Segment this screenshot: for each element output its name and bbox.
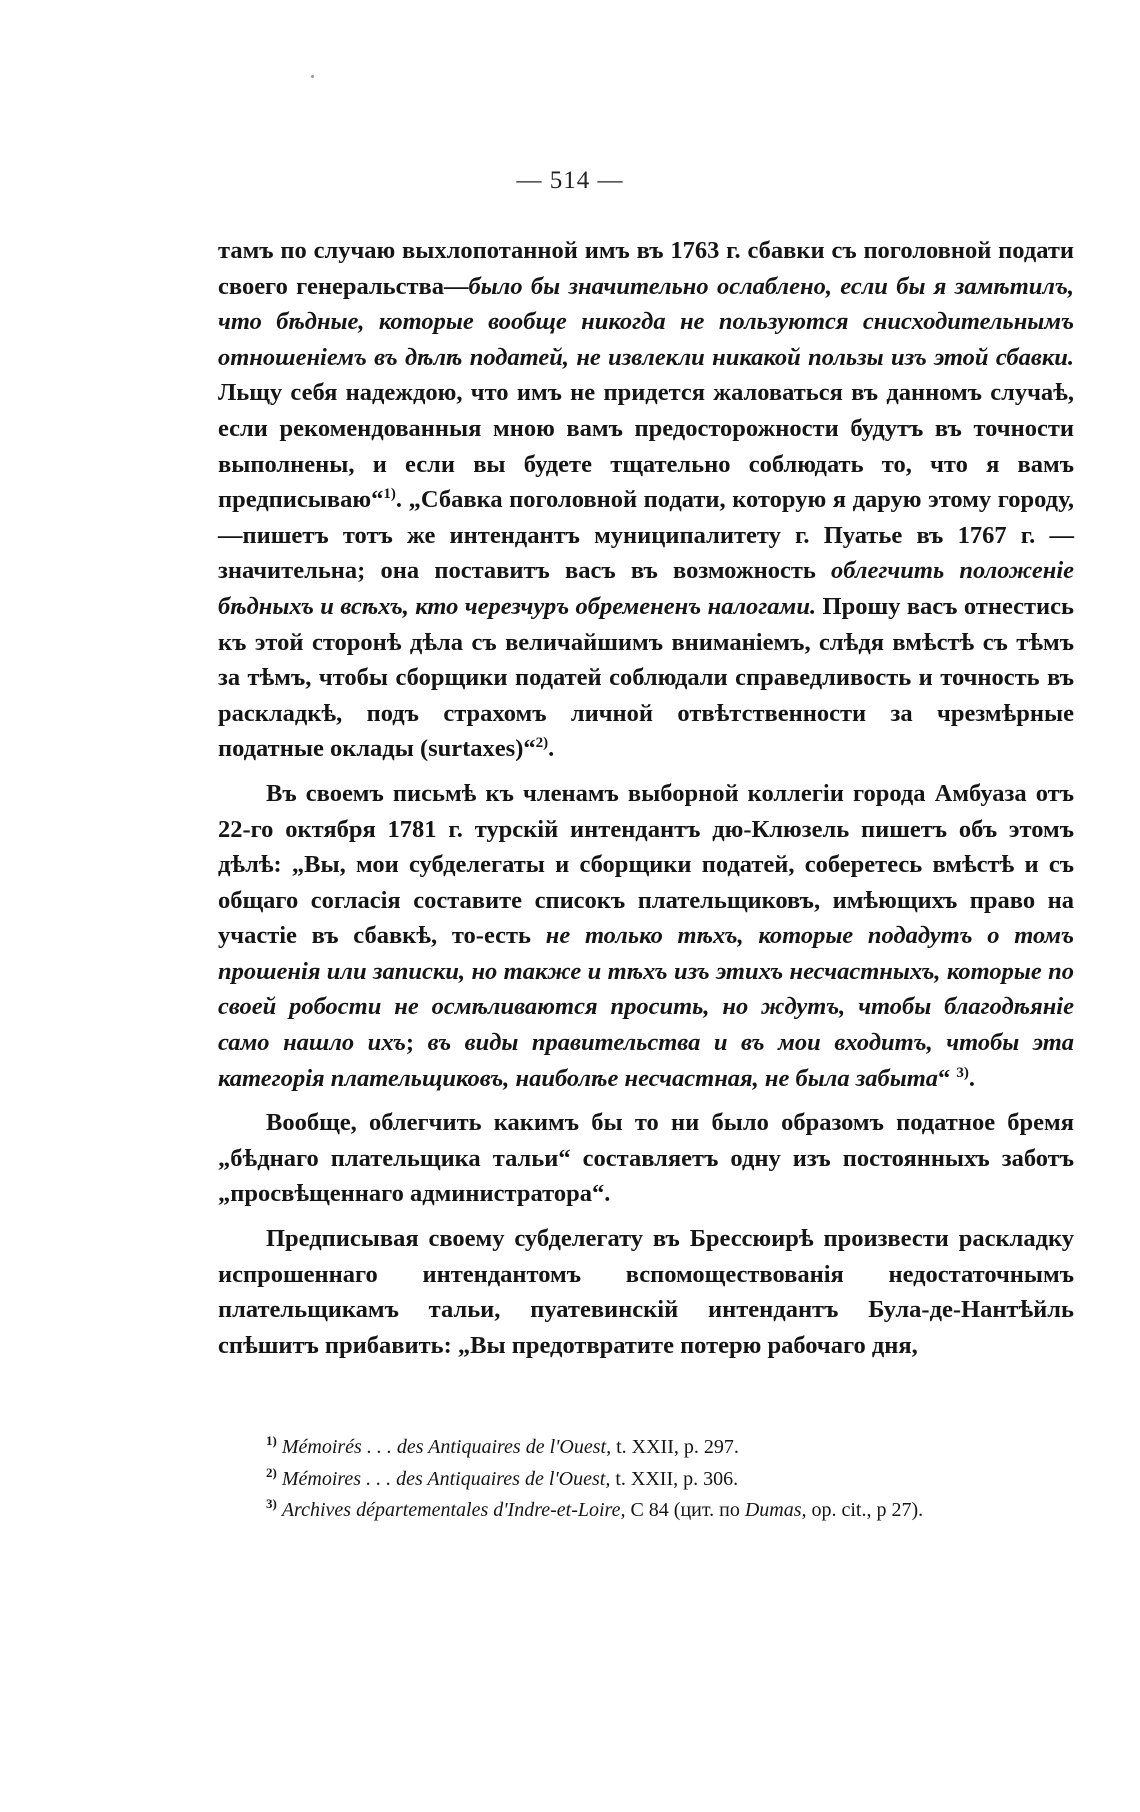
paragraph [218,1105,1074,1212]
text-run: “ [938,1064,957,1092]
footnote-marker: 3) [266,1496,277,1511]
text-run: Въ своемъ письмѣ къ членамъ выборной коллегіи города Амбуаза отъ 22-го октября 1781 г. турскій интендантъ дю-Клюзель пишетъ объ этомъ дѣлѣ: „Вы, мои субделегаты и сборщики податей, соберетесь вмѣстѣ и съ общаго согласія составите списокъ плательщиковъ, имѣющихъ право на участіе въ сбавкѣ, то-есть [218,779,1074,950]
page-number: — 514 — [516,167,624,194]
italic-text: Mémoirés . . . des Antiquaires de l'Ouest, [281,1436,612,1458]
footnote [218,1495,1074,1527]
text-run: t. XXII, p. 297. [611,1436,739,1458]
print-speck [311,75,314,78]
text-run: тамъ по случаю выхлопотанной имъ въ 1763 г. сбавки съ поголовной подати своего генеральства— [218,237,1074,300]
footnote-marker: 2) [535,735,549,752]
italic-text: было бы значительно ослаблено, если бы я замѣтилъ, что бѣдные, которые вообще никогда не пользуются снисходительнымъ отношеніемъ въ дѣлѣ податей, не извлекли никакой пользы изъ этой сбавки. [218,272,1074,371]
footnote-marker: 3) [956,1064,969,1081]
text-run: C 84 (цит. по [625,1499,745,1521]
footnote [218,1432,1074,1464]
text-run: . [548,735,555,763]
text-run: Предписывая своему субделегату въ Брессюирѣ произвести раскладку испрошеннаго интендантомъ вспомоществованія недостаточнымъ плательщикамъ тальи, пуатевинскій интендантъ Була-де-Нантѣйль спѣшитъ прибавить: „Вы предотвратите потерю рабочаго дня, [218,1225,1074,1359]
italic-text: Dumas, [744,1499,807,1521]
italic-text: не только тѣхъ, которые подадутъ о томъ прошенія или записки, но также и тѣхъ изъ этихъ несчастныхъ, которые по своей робости не осмѣливаются просить, но ждутъ, чтобы благодѣяніе само нашло ихъ [218,922,1074,1057]
italic-text: Mémoires . . . des Antiquaires de l'Ouest, [281,1467,611,1490]
text-run: op. cit., p 27). [806,1499,924,1521]
paragraph [218,1221,1074,1363]
footnotes [218,1432,1074,1527]
text-run: ; [405,1029,428,1057]
footnote-marker: 1) [383,486,396,503]
footnote-marker: 2) [266,1464,277,1480]
italic-text: Archives départementales d'Indre-et-Loire, [281,1499,626,1521]
italic-text: въ виды правительства и въ мои входитъ, чтобы эта категорія плательщиковъ, наиболѣе несчастная, не была забыта [218,1029,1074,1092]
text-run: t. XXII, p. 306. [610,1467,739,1490]
italic-text: облегчить положеніе бѣдныхъ и всѣхъ, кто черезчуръ обремененъ налогами. [218,557,1074,620]
text-run: . [968,1064,976,1092]
text-run: Вообще, облегчить какимъ бы то ни было образомъ податное бремя „бѣднаго плательщика тальи“ составляетъ одну изъ постоянныхъ заботъ „просвѣщеннаго администратора“. [218,1109,1074,1208]
text-run: Прошу васъ отнестись къ этой сторонѣ дѣла съ величайшимъ вниманіемъ, слѣдя вмѣстѣ съ тѣмъ за тѣмъ, чтобы сборщики податей соблюдали справедливость и точность въ раскладкѣ, подъ страхомъ личной отвѣтственности за чрезмѣрные податные оклады (surtaxes)“ [218,592,1074,763]
paragraph [218,233,1074,767]
text-run: . „Сбавка поголовной подати, которую я дарую этому городу,—пишетъ тотъ же интендантъ муниципалитету г. Пуатье въ 1767 г. —значительна; она поставитъ васъ въ возможность [218,486,1074,585]
text-run: Льщу себя надеждою, что имъ не придется жаловаться въ данномъ случаѣ, если рекомендованныя мною вамъ предосторожности будутъ въ точности выполнены, и если вы будете тщательно соблюдать то, что я вамъ предписываю“ [218,379,1074,514]
paragraph [218,776,1074,1096]
footnote [218,1464,1074,1496]
footnote-marker: 1) [266,1433,277,1448]
body-text [218,233,1074,1363]
